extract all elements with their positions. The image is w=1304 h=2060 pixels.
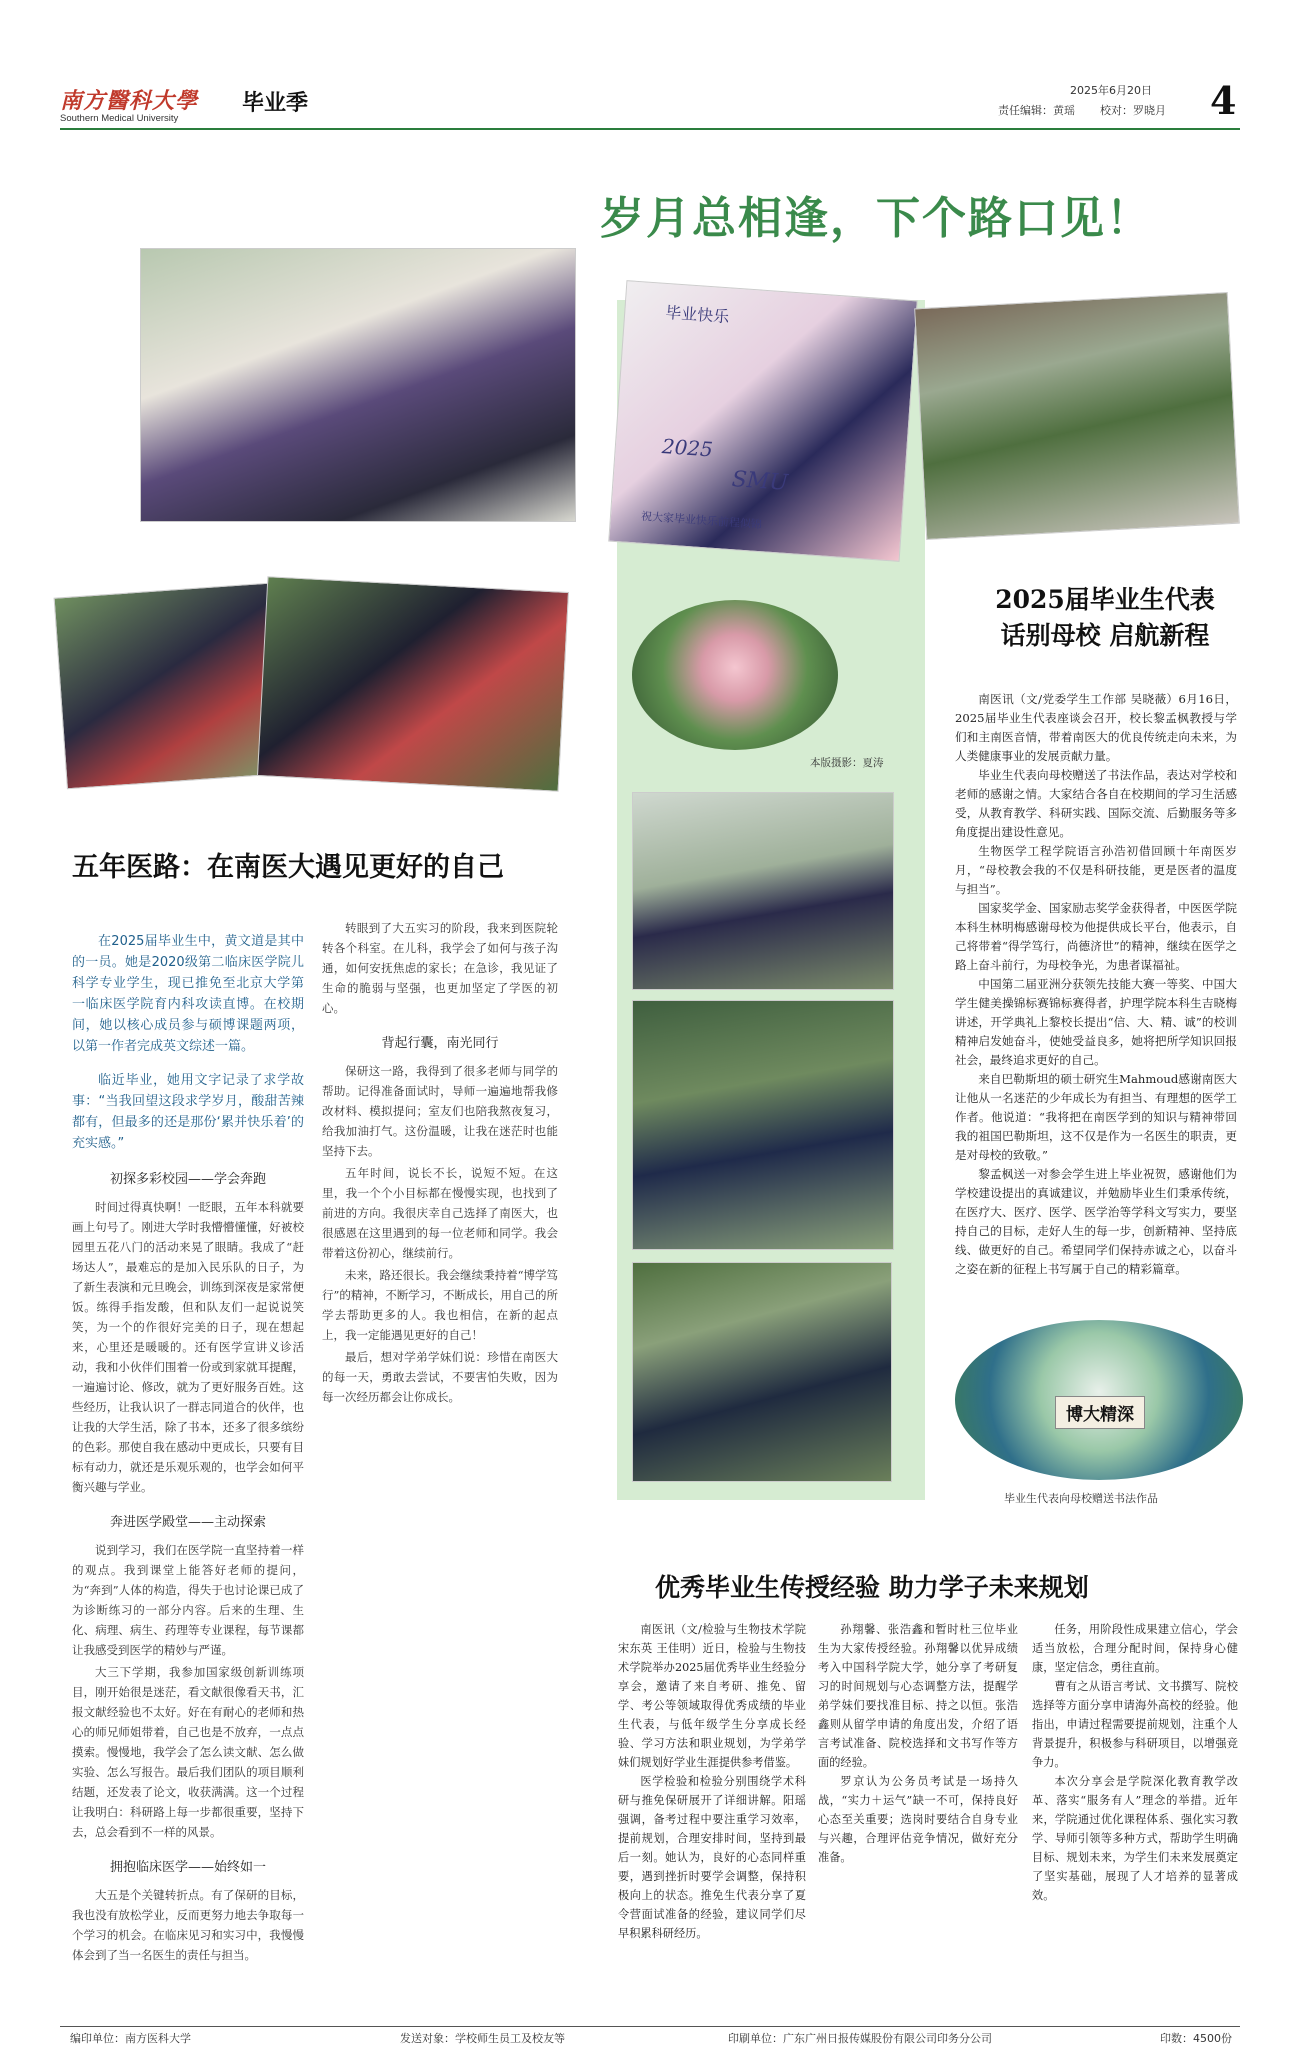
article1-paragraph: 转眼到了大五实习的阶段，我来到医院轮转各个科室。在儿科，我学会了如何与孩子沟通，如何安抚焦虑的家长；在急诊，我见证了生命的脆弱与坚强，也更加坚定了学医的初心。 (322, 921, 558, 1015)
section-heading: 初探多彩校园——学会奔跑 (109, 1172, 266, 1187)
article3-col1 (618, 1620, 806, 1943)
page-banner: 岁月总相逢，下个路口见！ (600, 193, 1152, 244)
article2-paragraph: 南医讯（文/党委学生工作部 吴晓薇）6月16日，2025届毕业生代表座谈会召开，校长黎孟枫教授与学们和主南医音情，带着南医大的优良传统走向未来，为人类健康事业的发展贡献力量。 (955, 692, 1237, 763)
article1-quote: 临近毕业，她用文字记录了求学故事：“当我回望这段求学岁月，酸甜苦辣都有，但最多的还是那份‘累并快乐着’的充实感。” (72, 1073, 304, 1151)
graduates-group-photo-2 (257, 576, 569, 792)
footer-printer: 印刷单位：广东广州日报传媒股份有限公司印务分公司 (728, 2032, 992, 2045)
logo-chinese: 南方醫科大學 (60, 88, 199, 114)
editor-credit: 责任编辑：黄瑶 (998, 104, 1075, 117)
article2-body (955, 690, 1237, 1279)
section-title: 毕业季 (242, 90, 309, 116)
article3-paragraph: 本次分享会是学院深化教育教学改革、落实“服务有人”理念的举措。近年来，学院通过优化课程体系、强化实习教学、导师引领等多种方式，帮助学生明确目标、规划未来，为学生们未来发展奠定了坚实基础，展现了人才培养的显著成效。 (1032, 1775, 1238, 1902)
campus-cat-photo (914, 292, 1240, 540)
article2-paragraph: 来自巴勒斯坦的硕士研究生Mahmoud感谢南医大让他从一名迷茫的少年成长为有担当、有理想的医学工作者。他说道：“我将把在南医学到的知识与精神带回我的祖国巴勒斯坦，这不仅是作为一名医生的职责，更是对母校的致敬。” (955, 1072, 1237, 1162)
footer (60, 2030, 1240, 2050)
frame-title: 毕业快乐 (664, 302, 730, 327)
masthead (60, 78, 1240, 128)
footer-publisher: 编印单位：南方医科大学 (70, 2032, 191, 2045)
calligraphy-gift-photo (955, 1320, 1243, 1480)
graduates-group-photo-1 (54, 583, 283, 790)
frame-caption: 祝大家毕业快乐前程似锦 (640, 509, 763, 532)
article1-col2 (322, 918, 558, 1409)
article1-col1 (72, 918, 304, 1967)
article2-paragraph: 生物医学工程学院语言孙浩初借回顾十年南医岁月，“母校教会我的不仅是科研技能，更是医者的温度与担当”。 (955, 844, 1237, 896)
page-number: 4 (1210, 78, 1237, 123)
article3-col3 (1032, 1620, 1238, 1905)
graduates-walking-photo (140, 248, 576, 522)
article2-paragraph: 毕业生代表向母校赠送了书法作品，表达对学校和老师的感谢之情。大家结合各自在校期间的学习生活感受，从教育教学、科研实践、国际交流、后勤服务等多角度提出建设性意见。 (955, 768, 1237, 839)
article3-paragraph: 医学检验和检验分别围绕学术科研与推免保研展开了详细讲解。阳瑶强调，备考过程中要注重学习效率，提前规划，合理安排时间，坚持到最后一刻。她认为，良好的心态同样重要，遇到挫折时要学会调整，保持积极向上的状态。推免生代表分享了夏令营面试准备的经验，建议同学们尽早积累科研经历。 (618, 1775, 806, 1940)
article1-paragraph: 说到学习，我们在医学院一直坚持着一样的观点。我到课堂上能答好老师的提问，为“奔到”人体的构造，得失于也讨论课已成了为诊断练习的一部分内容。后来的生理、生化、病理、病生、药理等专业课程，每节课都让我感受到医学的精妙与严谨。 (72, 1543, 304, 1657)
calligraphy-caption: 毕业生代表向母校赠送书法作品 (1004, 1492, 1158, 1505)
article1-paragraph: 时间过得真快啊！一眨眼，五年本科就要画上句号了。刚进大学时我懵懵懂懂，好被校园里五花八门的活动来晃了眼睛。我成了“赶场达人”，最难忘的是加入民乐队的日子，为了新生表演和元旦晚会，训练到深夜是家常便饭。练得手指发酸，但和队友们一起说说笑笑，为一个的作很好完美的日子，现在想起来，心里还是暖暖的。还有医学宣讲义诊活动，我和小伙伴们围着一份或到家就耳提醒，一遍遍讨论、修改，就为了更好服务百姓。这些经历，让我认识了一群志同道合的伙伴，也让我的大学生活，除了书本，还多了很多缤纷的色彩。那使自我在感动中更成长，只要有目标有动力，就还是乐观乐观的，也学会如何平衡兴趣与学业。 (72, 1200, 304, 1494)
article3-paragraph: 曹有之从语言考试、文书撰写、院校选择等方面分享申请海外高校的经验。他指出，申请过程需要提前规划，注重个人背景提升，积极参与科研项目，以增强竞争力。 (1032, 1680, 1238, 1769)
article3-paragraph: 孙翔馨、张浩鑫和暂时杜三位毕业生为大家传授经验。孙翔馨以优异成绩考入中国科学院大学，她分享了考研复习的时间规划与心态调整方法，提醒学弟学妹们要找准目标、持之以恒。张浩鑫则从留学申请的角度出发，介绍了语言考试准备、院校选择和文书写作等方面的经验。 (818, 1623, 1018, 1769)
ice-cream-photo (632, 600, 838, 750)
university-logo (60, 84, 198, 124)
article3-paragraph: 任务，用阶段性成果建立信心，学会适当放松，合理分配时间，保持身心健康，坚定信念，勇往直前。 (1032, 1623, 1238, 1674)
article1-intro: 在2025届毕业生中，黄文道是其中的一员。她是2020级第二临床医学院儿科学专业学生，现已推免至北京大学第一临床医学院育内科攻读直博。在校期间，她以核心成员参与硕博课题两项，以第一作者完成英文综述一篇。 (72, 934, 304, 1054)
article3-paragraph: 南医讯（文/检验与生物技术学院 宋东英 王佳明）近日，检验与生物技术学院举办2025届优秀毕业生经验分享会，邀请了来自考研、推免、留学、考公等领域取得优秀成绩的毕业生代表，与低年级学生分享成长经验、学习方法和职业规划，为学弟学妹们规划好学业生涯提供参考借鉴。 (618, 1623, 806, 1769)
photographer-credit: 本版摄影：夏涛 (810, 757, 884, 769)
article1-paragraph: 未来，路还很长。我会继续秉持着“博学笃行”的精神，不断学习，不断成长，用自己的所学去帮助更多的人。我也相信，在新的起点上，我一定能遇见更好的自己！ (322, 1268, 558, 1342)
logo-english: Southern Medical University (60, 113, 179, 124)
caps-tossing-photo (632, 1262, 892, 1482)
article1-paragraph: 大三下学期，我参加国家级创新训练项目，刚开始很是迷茫，看文献很像看天书，汇报文献经验也不太好。好在有耐心的老师和热心的师兄师姐带着，自己也是不放弃，一点点摸索。慢慢地，我学会了怎么读文献、怎么做实验、怎么写报告。最后我们团队的项目顺利结题，还发表了论文，收获满满。这一个过程让我明白：科研路上每一步都很重要，坚持下去，总会看到不一样的风景。 (72, 1665, 304, 1839)
graduation-frame-photo (608, 280, 918, 562)
article1-paragraph: 五年时间，说长不长，说短不短。在这里，我一个个小目标都在慢慢实现，也找到了前进的方向。我很庆幸自己选择了南医大，也很感恩在这里遇到的每一位老师和同学。我会带着这份初心，继续前行。 (322, 1166, 558, 1260)
class-group-photo (632, 1000, 894, 1250)
footer-rule (60, 2026, 1240, 2027)
proofreader-credit: 校对：罗晓月 (1100, 104, 1166, 117)
header-rule (60, 128, 1240, 130)
article1-paragraph: 保研这一路，我得到了很多老师与同学的帮助。记得准备面试时，导师一遍遍地帮我修改材料、模拟提问；室友们也陪我熬夜复习，给我加油打气。这份温暖，让我在迷茫时也能坚持下去。 (322, 1064, 558, 1158)
article2-title-line2: 话别母校 启航新程 (1000, 621, 1210, 650)
frame-smu: SMU (730, 466, 789, 496)
footer-audience: 发送对象：学校师生员工及校友等 (400, 2032, 565, 2045)
footer-copies: 印数：4500份 (1160, 2032, 1232, 2045)
calligraphy-scroll: 博大精深 (1055, 1396, 1145, 1429)
issue-date: 2025年6月20日 (1070, 84, 1152, 97)
article1-paragraph: 大五是个关键转折点。有了保研的目标，我也没有放松学业，反而更努力地去争取每一个学习的机会。在临床见习和实习中，我慢慢体会到了当一名医生的责任与担当。 (72, 1888, 304, 1962)
article2-title-line1: 2025届毕业生代表 (995, 585, 1215, 614)
section-heading: 奔进医学殿堂——主动探索 (109, 1515, 266, 1530)
frame-year: 2025 (661, 434, 714, 462)
article3-paragraph: 罗京认为公务员考试是一场持久战，“实力＋运气”缺一不可，保持良好心态至关重要；选岗时要结合自身专业与兴趣，合理评估竞争情况，做好充分准备。 (818, 1775, 1018, 1864)
article1-paragraph: 最后，想对学弟学妹们说：珍惜在南医大的每一天，勇敢去尝试，不要害怕失败，因为每一次经历都会让你成长。 (322, 1350, 558, 1404)
article2-paragraph: 国家奖学金、国家励志奖学金获得者，中医医学院本科生林明梅感谢母校为他提供成长平台，他表示，自己将带着“得学笃行，尚德济世”的精神，继续在医学之路上奋斗前行，为母校争光，为患者谋福祉。 (955, 901, 1237, 972)
article1-title: 五年医路：在南医大遇见更好的自己 (72, 852, 504, 883)
section-heading: 拥抱临床医学——始终如一 (109, 1860, 266, 1875)
article3-col2 (818, 1620, 1018, 1867)
article2-title (955, 582, 1255, 654)
section-heading: 背起行囊，南光同行 (381, 1036, 499, 1051)
article2-paragraph: 中国第二届亚洲分获领先技能大赛一等奖、中国大学生健美操锦标赛锦标赛得者，护理学院本科生吉晓梅讲述，开学典礼上黎校长提出“信、大、精、诚”的校训精神启发她奋斗，使她受益良多，她将把所学知识回报社会，最终追求更好的自己。 (955, 977, 1237, 1067)
hanging-graduates-photo (632, 792, 894, 990)
article2-paragraph: 黎孟枫送一对参会学生进上毕业祝贺，感谢他们为学校建设提出的真诚建议，并勉励毕业生们秉承传统，在医疗大、医疗、医学、医学治等学科文写实力，要坚持自己的目标，走好人生的每一步，创新精神、坚持底线、做更好的自己。希望同学们保持赤诚之心，以奋斗之姿在新的征程上书写属于自己的精彩篇章。 (955, 1167, 1237, 1276)
article3-title: 优秀毕业生传授经验 助力学子未来规划 (655, 1573, 1089, 1602)
